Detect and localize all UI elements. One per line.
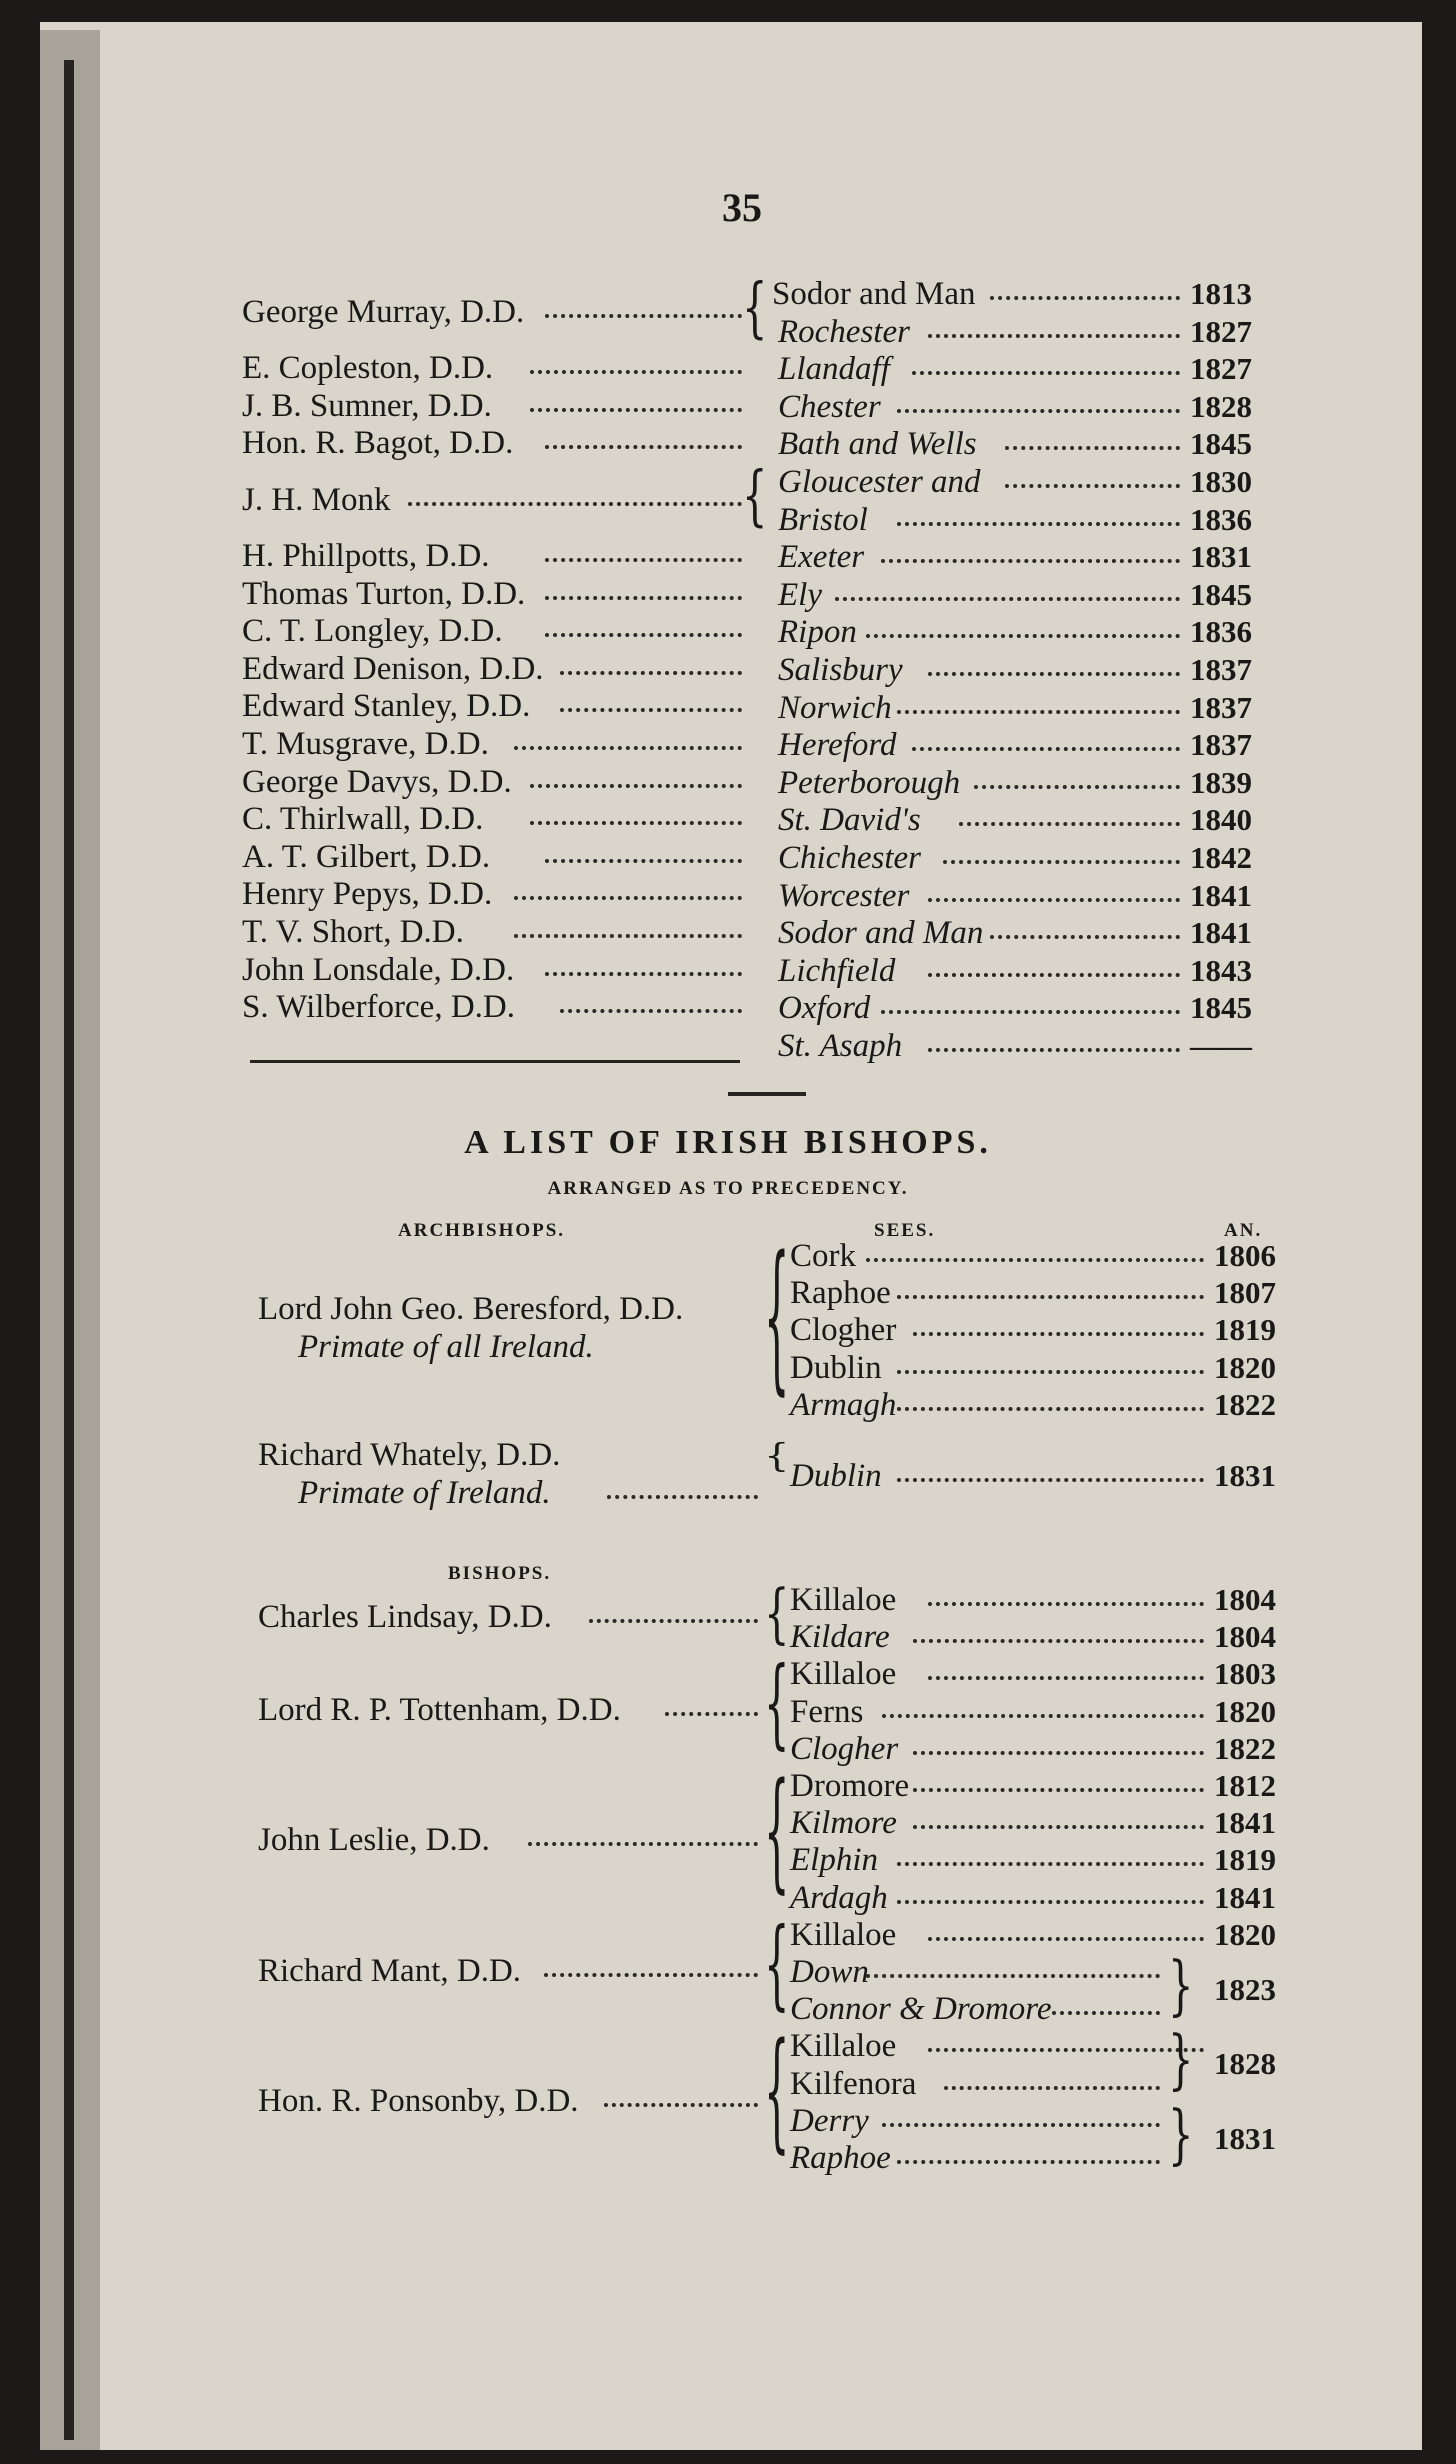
year: 1807 <box>1214 1275 1276 1311</box>
see-name: Salisbury <box>778 652 903 688</box>
bishop-name: C. Thirlwall, D.D. <box>242 801 484 838</box>
leader-dots <box>897 710 1181 714</box>
leader-dots <box>990 296 1181 300</box>
see-name: Lichfield <box>778 952 896 989</box>
year: 1842 <box>1190 840 1252 875</box>
leader-dots <box>545 972 742 976</box>
bishop-name: Lord R. P. Tottenham, D.D. <box>258 1692 621 1729</box>
leader-dots <box>944 2086 1161 2090</box>
see-name: Dublin <box>790 1458 882 1494</box>
see-name: Killaloe <box>790 1656 897 1693</box>
leader-dots <box>607 1495 758 1499</box>
bishop-name: T. V. Short, D.D. <box>242 914 464 950</box>
see-name: Ely <box>778 576 822 613</box>
see-name: Dublin <box>790 1349 882 1386</box>
leader-dots <box>897 1478 1204 1482</box>
leader-dots <box>545 596 742 600</box>
year: 1836 <box>1190 614 1252 650</box>
year: 1806 <box>1214 1238 1276 1273</box>
leader-dots <box>990 935 1181 939</box>
bishop-title: Primate of all Ireland. <box>298 1329 594 1365</box>
bishop-name: Thomas Turton, D.D. <box>242 575 526 612</box>
leader-dots <box>866 634 1181 638</box>
leader-dots <box>928 973 1181 977</box>
see-name: Derry <box>790 2102 869 2139</box>
leader-dots <box>514 896 742 900</box>
bishop-name: Henry Pepys, D.D. <box>242 876 493 913</box>
see-name: St. David's <box>778 802 921 839</box>
see-name: Sodor and Man <box>772 276 976 312</box>
year: 1840 <box>1190 802 1252 838</box>
year: 1823 <box>1214 1972 1276 2007</box>
year: 1843 <box>1190 952 1252 988</box>
bishop-name: T. Musgrave, D.D. <box>242 726 489 762</box>
bishop-name: Charles Lindsay, D.D. <box>258 1599 552 1636</box>
bishops-header: BISHOPS. <box>448 1563 552 1584</box>
year: 1819 <box>1214 1842 1276 1878</box>
leader-dots <box>866 1258 1204 1262</box>
year: 1841 <box>1214 1879 1276 1915</box>
see-name: Killaloe <box>790 1582 897 1618</box>
bishop-name: Richard Whately, D.D. <box>258 1437 561 1474</box>
left-brace: { <box>764 1577 790 1652</box>
left-brace: { <box>764 1649 790 1761</box>
year: 1837 <box>1190 727 1252 763</box>
leader-dots <box>959 822 1181 826</box>
see-name: Clogher <box>790 1312 897 1349</box>
leader-dots <box>882 2123 1161 2127</box>
year: 1836 <box>1190 501 1252 537</box>
leader-dots <box>928 1602 1204 1606</box>
bishop-title: Primate of Ireland. <box>298 1475 551 1512</box>
see-name: Cork <box>790 1238 856 1274</box>
leader-dots <box>928 672 1181 676</box>
see-name: Dromore <box>790 1768 910 1804</box>
bishop-name: J. B. Sumner, D.D. <box>242 387 492 424</box>
year: 1831 <box>1190 539 1252 575</box>
leader-dots <box>514 746 742 750</box>
bishop-name: Edward Denison, D.D. <box>242 650 544 687</box>
bishop-name: A. T. Gilbert, D.D. <box>242 838 491 875</box>
leader-dots <box>408 502 742 506</box>
leader-dots <box>1005 484 1180 488</box>
left-brace: { <box>764 1437 790 1475</box>
leader-dots <box>897 1295 1204 1299</box>
see-name: Chichester <box>778 840 921 876</box>
leader-dots <box>928 334 1181 338</box>
see-name: Peterborough <box>778 764 961 801</box>
bishop-name: Richard Mant, D.D. <box>258 1952 522 1989</box>
archbishops-header: ARCHBISHOPS. <box>398 1220 566 1241</box>
bishop-name: George Davys, D.D. <box>242 763 512 800</box>
page-top-edge <box>0 0 1456 22</box>
leader-dots <box>943 860 1180 864</box>
year: 1828 <box>1190 388 1252 424</box>
right-brace: } <box>1168 2023 1194 2098</box>
year: 1837 <box>1190 652 1252 687</box>
see-name: Llandaff <box>778 351 890 388</box>
left-brace: { <box>764 1909 790 2022</box>
year: 1841 <box>1190 915 1252 951</box>
leader-dots <box>545 445 742 449</box>
left-brace: { <box>764 1225 790 1412</box>
leader-dots <box>545 558 742 562</box>
leader-dots <box>560 1009 742 1013</box>
leader-dots <box>897 2160 1160 2164</box>
year: 1839 <box>1190 764 1252 800</box>
see-name: Gloucester and <box>778 464 981 500</box>
page-gutter <box>0 0 40 2464</box>
leader-dots <box>928 898 1181 902</box>
year: 1845 <box>1190 576 1252 612</box>
see-name: Chester <box>778 388 881 425</box>
year: 1827 <box>1190 313 1252 349</box>
year: 1812 <box>1214 1768 1276 1803</box>
year: 1820 <box>1214 1693 1276 1729</box>
leader-dots <box>1052 2011 1160 2015</box>
see-name: Raphoe <box>790 1275 891 1312</box>
left-brace: { <box>742 459 768 535</box>
year: 1820 <box>1214 1349 1276 1385</box>
leader-dots <box>560 708 742 712</box>
leader-dots <box>545 859 742 863</box>
year: 1845 <box>1190 990 1252 1026</box>
leader-dots <box>514 934 742 938</box>
leader-dots <box>881 559 1180 563</box>
page-number: 35 <box>722 185 762 230</box>
see-name: Kilmore <box>790 1805 897 1842</box>
leader-dots <box>974 785 1180 789</box>
leader-dots <box>665 1712 758 1716</box>
year: 1804 <box>1214 1582 1276 1617</box>
leader-dots <box>913 1788 1205 1792</box>
leader-dots <box>897 1407 1204 1411</box>
year: 1813 <box>1190 276 1252 311</box>
year: 1837 <box>1190 689 1252 725</box>
bishop-name: Edward Stanley, D.D. <box>242 688 531 725</box>
year: —— <box>1190 1028 1252 1063</box>
see-name: Norwich <box>778 689 892 726</box>
leader-dots <box>530 370 742 374</box>
irish-list-subtitle: ARRANGED AS TO PRECEDENCY. <box>547 1178 909 1199</box>
see-name: Elphin <box>790 1842 878 1879</box>
bishop-name: John Leslie, D.D. <box>258 1822 490 1859</box>
year: 1804 <box>1214 1619 1276 1655</box>
bishop-name: Hon. R. Bagot, D.D. <box>242 425 514 462</box>
see-name: Down <box>790 1954 869 1990</box>
year: 1819 <box>1214 1312 1276 1348</box>
leader-dots <box>897 1370 1204 1374</box>
see-name: Kildare <box>790 1619 890 1656</box>
year: 1845 <box>1190 426 1252 462</box>
leader-dots <box>897 522 1181 526</box>
bishop-name: E. Copleston, D.D. <box>242 350 494 386</box>
year: 1841 <box>1190 877 1252 913</box>
leader-dots <box>928 2048 1204 2052</box>
leader-dots <box>528 1842 758 1846</box>
right-brace: } <box>1168 2097 1194 2173</box>
see-name: Armagh <box>790 1386 897 1423</box>
see-name: Oxford <box>778 990 871 1027</box>
see-name: Connor & Dromore <box>790 1991 1052 2028</box>
bishop-name: Hon. R. Ponsonby, D.D. <box>258 2082 579 2119</box>
page-right-edge <box>1422 0 1456 2464</box>
sees-header: SEES. <box>874 1220 936 1241</box>
see-name: Worcester <box>778 877 910 914</box>
leader-dots <box>1005 446 1180 450</box>
bishop-name: J. H. Monk <box>242 481 391 518</box>
binding-thread <box>64 60 74 2440</box>
see-name: Raphoe <box>790 2140 891 2176</box>
leader-dots <box>530 784 742 788</box>
see-name: Killaloe <box>790 1916 897 1953</box>
leader-dots <box>928 1937 1204 1941</box>
year: 1831 <box>1214 2120 1276 2156</box>
year: 1803 <box>1214 1656 1276 1692</box>
see-name: St. Asaph <box>778 1028 903 1064</box>
leader-dots <box>912 747 1180 751</box>
see-name: Bath and Wells <box>778 426 977 463</box>
right-brace: } <box>1168 1949 1194 2024</box>
see-name: Rochester <box>778 313 910 350</box>
leader-dots <box>897 409 1181 413</box>
year: 1827 <box>1190 351 1252 387</box>
leader-dots <box>881 1010 1180 1014</box>
see-name: Kilfenora <box>790 2065 917 2102</box>
irish-list-title: A LIST OF IRISH BISHOPS. <box>464 1124 992 1161</box>
leader-dots <box>560 671 742 675</box>
an-header: AN. <box>1224 1220 1263 1241</box>
see-name: Ripon <box>778 614 857 651</box>
leader-dots <box>866 1974 1160 1978</box>
leader-dots <box>604 2103 758 2107</box>
left-brace: { <box>764 2018 790 2168</box>
leader-dots <box>530 821 742 825</box>
leader-dots <box>928 1676 1204 1680</box>
see-name: Ardagh <box>790 1879 888 1916</box>
leader-dots <box>589 1619 758 1623</box>
year: 1820 <box>1214 1916 1276 1952</box>
see-name: Sodor and Man <box>778 915 984 952</box>
leader-dots <box>897 1862 1204 1866</box>
leader-dots <box>912 371 1180 375</box>
leader-dots <box>545 633 742 637</box>
see-name: Hereford <box>778 727 897 764</box>
leader-dots <box>913 1825 1205 1829</box>
see-name: Bristol <box>778 501 868 538</box>
bishop-name: C. T. Longley, D.D. <box>242 613 503 650</box>
leader-dots <box>544 1973 758 1977</box>
left-brace: { <box>742 271 768 347</box>
see-name: Ferns <box>790 1693 864 1730</box>
leader-dots <box>913 1332 1205 1336</box>
leader-dots <box>913 1639 1205 1643</box>
leader-dots <box>545 314 742 318</box>
year: 1831 <box>1214 1458 1276 1493</box>
blank-name-rule <box>250 1060 740 1063</box>
year: 1828 <box>1214 2046 1276 2082</box>
bishop-name: H. Phillpotts, D.D. <box>242 538 490 574</box>
leader-dots <box>928 1048 1181 1052</box>
see-name: Exeter <box>778 539 865 576</box>
bishop-name: Lord John Geo. Beresford, D.D. <box>258 1291 684 1327</box>
year: 1822 <box>1214 1730 1276 1766</box>
section-divider <box>728 1092 806 1096</box>
leader-dots <box>882 1714 1205 1718</box>
see-name: Clogher <box>790 1730 899 1767</box>
page-bottom-edge <box>0 2450 1456 2464</box>
bishop-name: George Murray, D.D. <box>242 293 525 330</box>
leader-dots <box>835 597 1181 601</box>
year: 1841 <box>1214 1805 1276 1841</box>
leader-dots <box>897 1900 1204 1904</box>
see-name: Killaloe <box>790 2028 897 2065</box>
bishop-name: S. Wilberforce, D.D. <box>242 989 515 1026</box>
bishop-name: John Lonsdale, D.D. <box>242 951 515 988</box>
leader-dots <box>913 1751 1205 1755</box>
year: 1830 <box>1190 464 1252 499</box>
year: 1822 <box>1214 1386 1276 1422</box>
left-brace: { <box>764 1758 790 1908</box>
leader-dots <box>530 408 742 412</box>
